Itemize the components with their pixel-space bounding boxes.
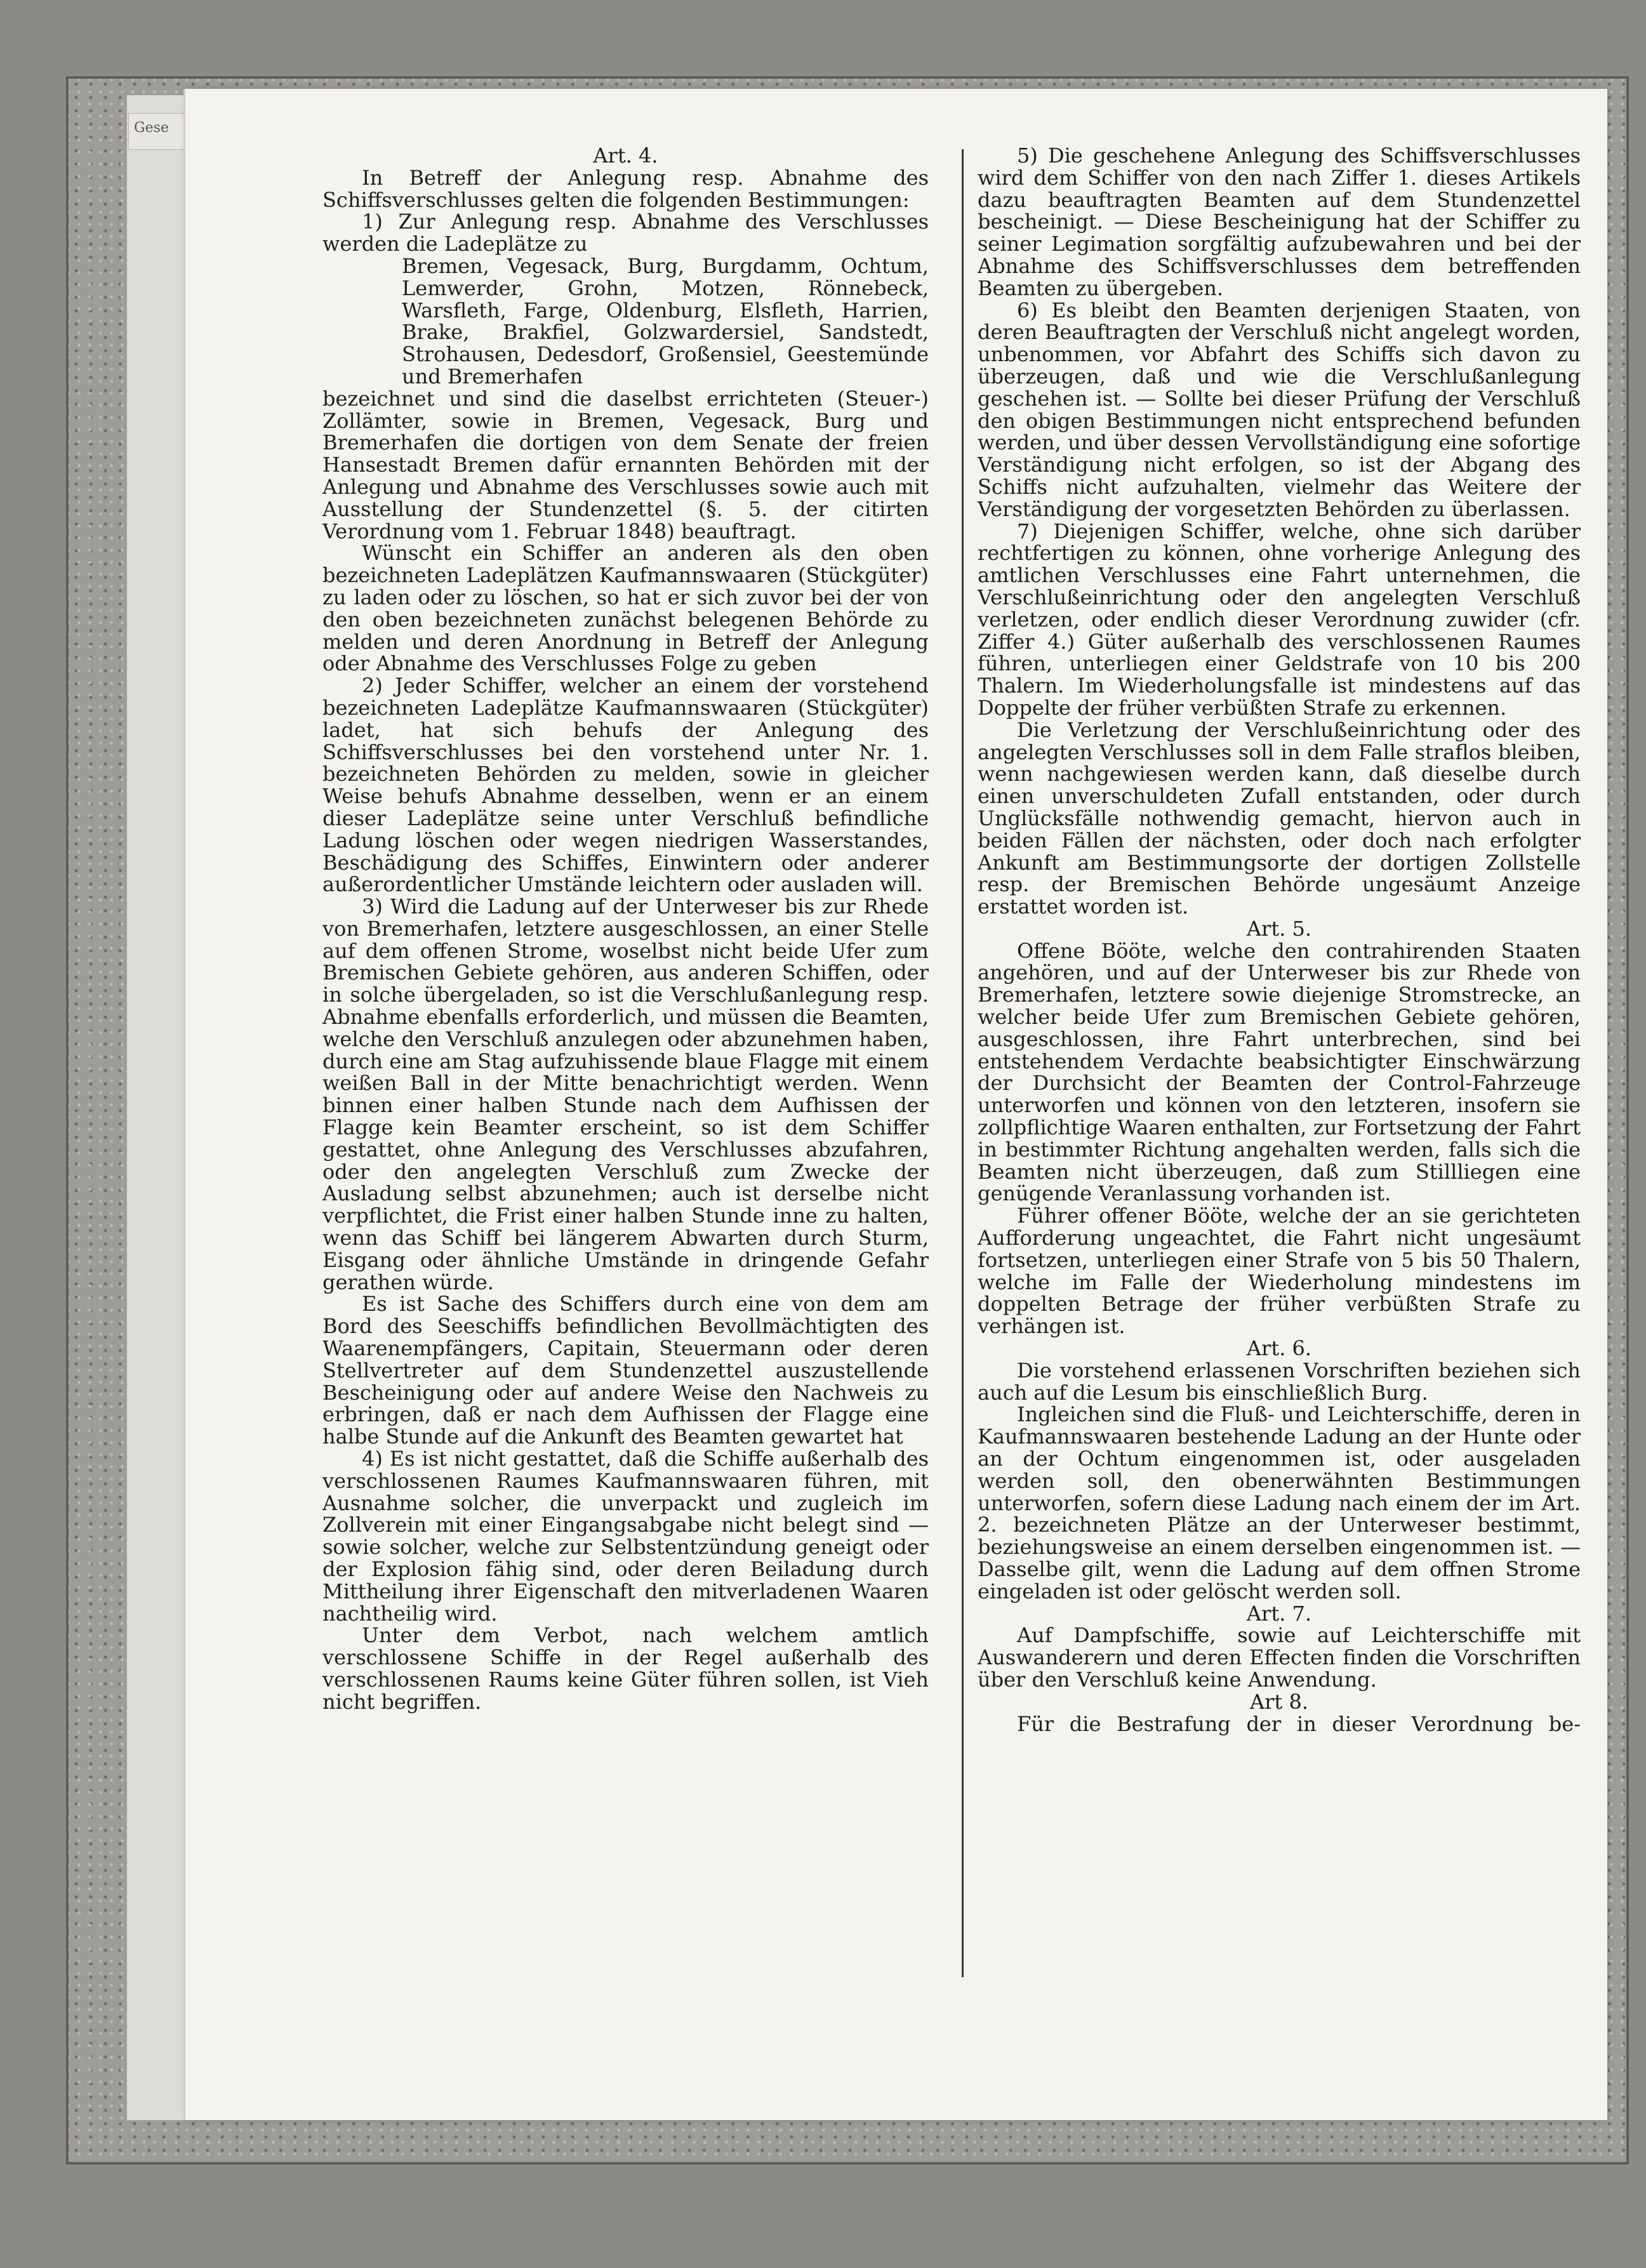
art4-heading: Art. 4. bbox=[593, 143, 658, 168]
art4-item4: 4) Es ist nicht gestattet, daß die Schiffe außerhalb des verschlossenen Raumes Kaufmannswaaren führen, mit Ausnahme solcher, die unverpackt und zugleich im Zollverein mit einer Eingangsabgabe nicht belegt sind — sowie solcher, welche zur Selbstentzündung geneigt oder der Explosion fähig sind, oder deren Beiladung durch Mittheilung ihrer Eigenschaft den mitverladenen Waaren nachtheilig wird. bbox=[322, 1447, 929, 1626]
left-column bbox=[322, 145, 929, 1713]
art8-paragraph-1: Für die Bestrafung der in dieser Verordnung be- bbox=[1017, 1711, 1581, 1736]
column-divider bbox=[962, 149, 964, 1977]
sidebar-tab: Gese bbox=[128, 113, 187, 150]
art4-item2: 2) Jeder Schiffer, welcher an einem der vorstehend bezeichneten Ladeplätze Kaufmannswaaren (Stückgüter) ladet, hat sich behufs der Anlegung des Schiffsverschlusses bei den vorstehend unter Nr. 1. bezeichneten Behörden zu melden, sowie in gleicher Weise behufs Abnahme desselben, wenn er an einem dieser Ladeplätze seine unter Verschluß befindliche Ladung löschen oder wegen niedrigen Wasserstandes, Beschädigung des Schiffes, Einwintern oder anderer außerordentlicher Umstände leichtern oder ausladen will. bbox=[322, 673, 929, 897]
art5-paragraph-2: Führer offener Bööte, welche der an sie gerichteten Aufforderung ungeachtet, die Fahrt nicht ungesäumt fortsetzen, unterliegen einer Strafe von 5 bis 50 Thalern, welche im Falle der Wiederholung mindestens im doppelten Betrage der früher verbüßten Strafe zu verhängen ist. bbox=[978, 1204, 1581, 1339]
art4-item4-livestock: Unter dem Verbot, nach welchem amtlich verschlossene Schiffe in der Regel außerhalb des verschlossenen Raums keine Güter führen sollen, ist Vieh nicht begriffen. bbox=[322, 1623, 929, 1714]
art4-item3-proof: Es ist Sache des Schiffers durch eine von dem am Bord des Seeschiffs befindlichen Bevollmächtigten des Waarenempfängers, Capitain, Steuermann oder deren Stellvertreter auf dem Stundenzettel auszustellende Bescheinigung oder auf andere Weise den Nachweis zu erbringen, daß er nach dem Aufhissen der Flagge eine halbe Stunde auf die Ankunft des Beamten gewartet hat bbox=[322, 1292, 929, 1449]
art4-item1-places: Bremen, Vegesack, Burg, Burgdamm, Ochtum, Lemwerder, Grohn, Motzen, Rönnebeck, Warsfleth, Farge, Oldenburg, Elsfleth, Harrien, Brake, Brakfiel, Golzwardersiel, Sandstedt, Strohausen, Dedesdorf, Großensiel, Geestemünde und Bremerhafen bbox=[402, 253, 929, 388]
art5-heading: Art. 5. bbox=[1246, 916, 1312, 941]
art4-item7-exemption: Die Verletzung der Verschlußeinrichtung oder des angelegten Verschlusses soll in dem Falle straflos bleiben, wenn nachgewiesen werden kann, daß dieselbe durch einen unverschuldeten Zufall entstanden, oder durch Unglücksfälle nothwendig gemacht, hiervon auch in beiden Fällen der nächsten, oder doch nach erfolgter Ankunft am Bestimmungsorte der dortigen Zollstelle resp. der Bremischen Behörde ungesäumt Anzeige erstattet worden ist. bbox=[978, 717, 1581, 919]
art6-paragraph-1: Die vorstehend erlassenen Vorschriften beziehen sich auch auf die Lesum bis einschließlich Burg. bbox=[978, 1358, 1581, 1405]
art6-heading: Art. 6. bbox=[1246, 1336, 1312, 1361]
art4-item6: 6) Es bleibt den Beamten derjenigen Staaten, von deren Beauftragten der Verschluß nicht angelegt worden, unbenommen, vor Abfahrt des Schiffs sich davon zu überzeugen, daß und wie die Verschlußanlegung geschehen ist. — Sollte bei dieser Prüfung der Verschluß den obigen Bestimmungen nicht entsprechend befunden werden, und über dessen Vervollständigung eine sofortige Verständigung nicht erfolgen, so ist der Abgang des Schiffs nicht aufzuhalten, vielmehr das Weitere der Verständigung der vorgesetzten Behörden zu überlassen. bbox=[978, 298, 1581, 521]
art5-paragraph-1: Offene Bööte, welche den contrahirenden Staaten angehören, und auf der Unterweser bis zur Rhede von Bremerhafen, letztere sowie diejenige Stromstrecke, an welcher beide Ufer zum Bremischen Gebiete gehören, ausgeschlossen, ihre Fahrt unterbrechen, sind bei entstehendem Verdachte beabsichtigter Einschwärzung der Durchsicht der Beamten der Control-Fahrzeuge unterworfen und können von den letzteren, insofern sie zollpflichtige Waaren enthalten, zur Fortsetzung der Fahrt in bestimmter Richtung angehalten werden, falls sich die Beamten nicht überzeugen, daß zum Stillliegen eine genügende Veranlassung vorhanden ist. bbox=[978, 938, 1581, 1206]
art8-heading: Art 8. bbox=[1250, 1689, 1308, 1714]
art4-item1: 1) Zur Anlegung resp. Abnahme des Verschlusses werden die Ladeplätze zu bbox=[322, 209, 929, 256]
art4-item1-continued: bezeichnet und sind die daselbst errichteten (Steuer-) Zollämter, sowie in Bremen, Vegesack, Burg und Bremerhafen die dortigen von dem Senate der freien Hansestadt Bremen dafür ernannten Behörden mit der Anlegung und Abnahme des Verschlusses sowie auch mit Ausstellung der Stundenzettel (§. 5. der citirten Verordnung vom 1. Februar 1848) beauftragt. bbox=[322, 386, 929, 543]
art4-item7: 7) Diejenigen Schiffer, welche, ohne sich darüber rechtfertigen zu können, ohne vorherige Anlegung des amtlichen Verschlusses eine Fahrt unternehmen, die Verschlußeinrichtung oder den angelegten Verschluß verletzen, oder endlich dieser Verordnung zuwider (cfr. Ziffer 4.) Güter außerhalb des verschlossenen Raumes führen, unterliegen einer Geldstrafe von 10 bis 200 Thalern. Im Wiederholungsfalle ist mindestens auf das Doppelte der früher verbüßten Strafe zu erkennen. bbox=[978, 519, 1581, 720]
art7-heading: Art. 7. bbox=[1246, 1601, 1312, 1626]
right-column bbox=[978, 145, 1581, 1735]
art7-paragraph-1: Auf Dampfschiffe, sowie auf Leichterschiffe mit Auswanderern und deren Effecten finden die Vorschriften über den Verschluß keine Anwendung. bbox=[978, 1623, 1581, 1692]
art4-item1-other-places: Wünscht ein Schiffer an anderen als den oben bezeichneten Ladeplätzen Kaufmannswaaren (Stückgüter) zu laden oder zu löschen, so hat er sich zuvor bei der von den oben bezeichneten zunächst belegenen Behörde zu melden und deren Anordnung in Betreff der Anlegung oder Abnahme des Verschlusses Folge zu geben bbox=[322, 541, 929, 676]
art4-intro: In Betreff der Anlegung resp. Abnahme des Schiffsverschlusses gelten die folgenden Bestimmungen: bbox=[322, 165, 929, 212]
art4-item5: 5) Die geschehene Anlegung des Schiffsverschlusses wird dem Schiffer von den nach Ziffer 1. dieses Artikels dazu beauftragten Beamten auf dem Stundenzettel bescheinigt. — Diese Bescheinigung hat der Schiffer zu seiner Legimation sorgfältig aufzubewahren und bei der Abnahme des Schiffsverschlusses dem betreffenden Beamten zu übergeben. bbox=[978, 143, 1581, 300]
art6-paragraph-2: Ingleichen sind die Fluß- und Leichterschiffe, deren in Kaufmannswaaren bestehende Ladung an der Hunte oder an der Ochtum eingenommen ist, oder ausgeladen werden soll, den obenerwähnten Bestimmungen unterworfen, sofern diese Ladung nach einem der im Art. 2. bezeichneten Plätze an der Unterweser bestimmt, beziehungsweise an einem derselben eingenommen ist. — Dasselbe gilt, wenn die Ladung auf dem offnen Strome eingeladen ist oder gelöscht werden soll. bbox=[978, 1402, 1581, 1603]
art4-item3: 3) Wird die Ladung auf der Unterweser bis zur Rhede von Bremerhafen, letztere ausgeschlossen, an einer Stelle auf dem offenen Strome, woselbst nicht beide Ufer zum Bremischen Gebiete gehören, aus anderen Schiffen, oder in solche übergeladen, so ist die Verschlußanlegung resp. Abnahme ebenfalls erforderlich, und müssen die Beamten, welche den Verschluß anzulegen oder abzunehmen haben, durch eine am Stag aufzuhissende blaue Flagge mit einem weißen Ball in der Mitte benachrichtigt werden. Wenn binnen einer halben Stunde nach dem Aufhissen der Flagge kein Beamter erscheint, so ist dem Schiffer gestattet, ohne Anlegung des Verschlusses abzufahren, oder den angelegten Verschluß zum Zwecke der Ausladung selbst abzunehmen; auch ist derselbe nicht verpflichtet, die Frist einer halben Stunde inne zu halten, wenn das Schiff bei längerem Abwarten durch Sturm, Eisgang oder ähnliche Umstände in dringende Gefahr gerathen würde. bbox=[322, 894, 929, 1294]
